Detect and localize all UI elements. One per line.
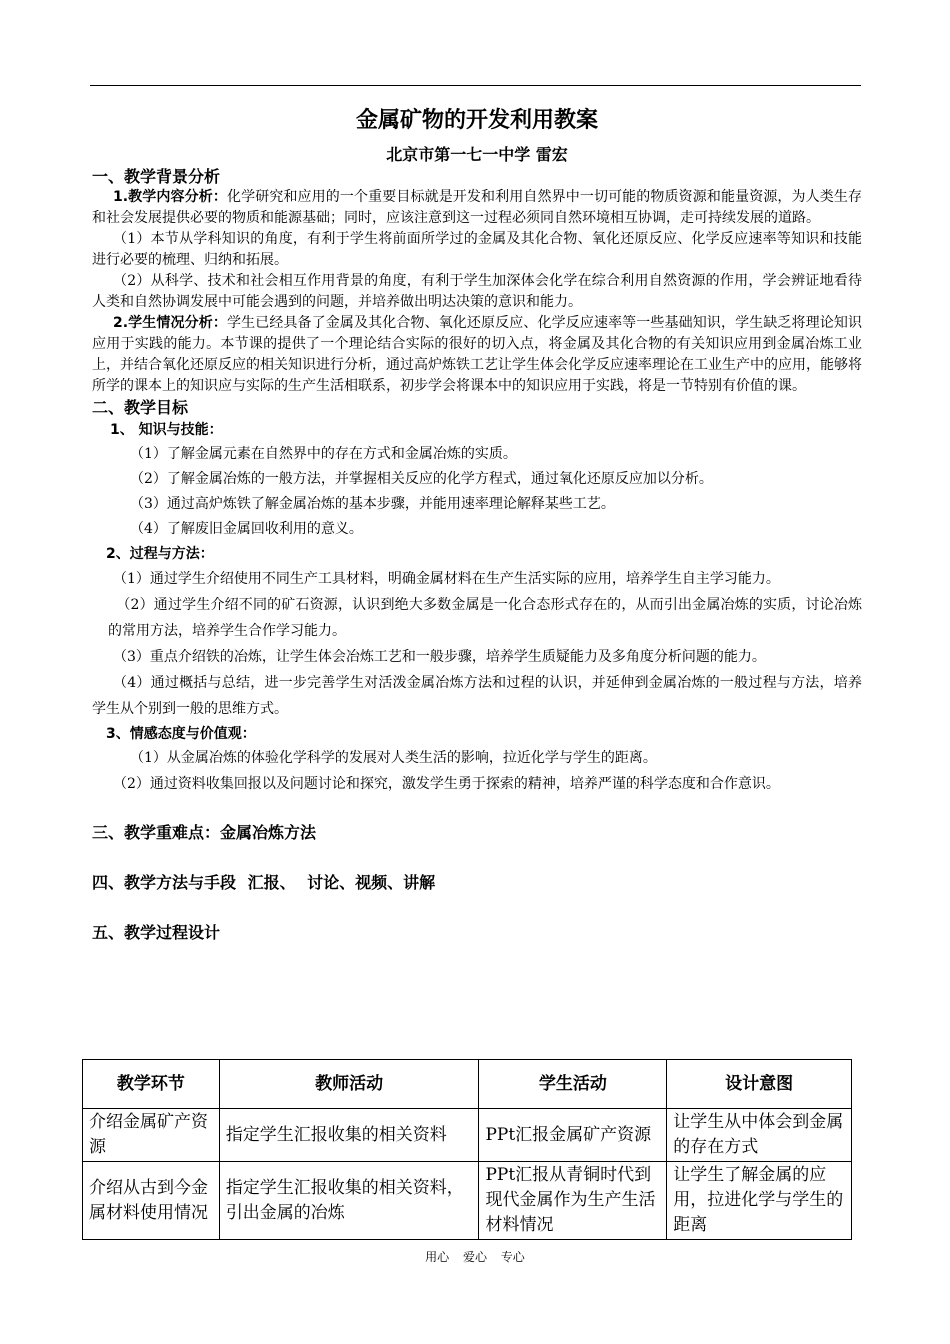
table-header-row [83,1060,852,1109]
knowledge-item-2: （2）了解金属冶炼的一般方法，并掌握相关反应的化学方程式，通过氧化还原反应加以分析。 [130,471,713,487]
process-item-2: （2）通过学生介绍不同的矿石资源，认识到绝大多数金属是一化合态形式存在的，从而引出金属冶炼的实质，讨论冶炼的常用方法，培养学生合作学习能力。 [108,597,862,639]
section3-heading: 三、教学重难点：金属冶炼方法 [92,823,317,842]
table-cell: 让学生了解金属的应用，拉进化学与学生的距离 [667,1162,852,1240]
section1-heading: 一、教学背景分析 [92,167,221,186]
author-line: 北京市第一七一中学 雷宏 [386,145,568,164]
section4-heading: 四、教学方法与手段 汇报、 讨论、视频、讲解 [92,873,436,892]
attitude-item-1: （1）从金属冶炼的体验化学科学的发展对人类生活的影响，拉近化学与学生的距离。 [130,750,657,766]
process-item-1: （1）通过学生介绍使用不同生产工具材料，明确金属材料在生产生活实际的应用，培养学生自主学习能力。 [113,571,780,587]
table-row [83,1109,852,1162]
header-rule [90,85,861,86]
student-analysis-label: 2.学生情况分析： [113,315,227,331]
goal-attitude-heading: 3、情感态度与价值观： [106,726,256,742]
student-analysis [92,313,862,397]
process-design-table [82,1059,852,1240]
table-header-intent: 设计意图 [667,1060,852,1109]
content-analysis [92,187,862,229]
content-point-2: （2）从科学、技术和社会相互作用背景的角度，有利于学生加深体会化学在综合利用自然资源的作用，学会辨证地看待人类和自然协调发展中可能会遇到的问题，并培养做出明达决策的意识和能力。 [92,273,862,310]
goal-knowledge-heading: 1、 知识与技能： [110,422,223,438]
knowledge-item-4: （4）了解废旧金属回收利用的意义。 [130,521,363,537]
table-cell: 指定学生汇报收集的相关资料，引出金属的冶炼 [219,1162,479,1240]
attitude-item-2: （2）通过资料收集回报以及问题讨论和探究，激发学生勇于探索的精神，培养严谨的科学态度和合作意识。 [113,776,780,792]
table-cell: 指定学生汇报收集的相关资料 [219,1109,479,1162]
table-cell: PPt汇报金属矿产资源 [479,1109,667,1162]
document-body [92,105,862,945]
page-footer: 用心 爱心 专心 [425,1250,525,1264]
table-header-teacher: 教师活动 [219,1060,479,1109]
section2-heading: 二、教学目标 [92,398,189,417]
process-item-3: （3）重点介绍铁的冶炼，让学生体会冶炼工艺和一般步骤，培养学生质疑能力及多角度分析问题的能力。 [113,649,766,665]
table-cell: 介绍金属矿产资源 [83,1109,220,1162]
content-analysis-text: 化学研究和应用的一个重要目标就是开发和利用自然界中一切可能的物质资源和能量资源，为人类生存和社会发展提供必要的物质和能源基础；同时，应该注意到这一过程必须同自然环境相互协调，走可持续发展的道路。 [92,189,863,226]
table-header-student: 学生活动 [479,1060,667,1109]
table-cell: PPt汇报从青铜时代到现代金属作为生产生活材料情况 [479,1162,667,1240]
document-title: 金属矿物的开发利用教案 [355,108,598,133]
section5-heading: 五、教学过程设计 [92,923,221,942]
knowledge-item-1: （1）了解金属元素在自然界中的存在方式和金属冶炼的实质。 [130,446,517,462]
content-point-1: （1）本节从学科知识的角度，有利于学生将前面所学过的金属及其化合物、氧化还原反应、化学反应速率等知识和技能进行必要的梳理、归纳和拓展。 [92,231,862,268]
process-item-4: （4）通过概括与总结，进一步完善学生对活泼金属冶炼方法和过程的认识，并延伸到金属冶炼的一般过程与方法，培养学生从个别到一般的思维方式。 [92,675,862,717]
knowledge-item-3: （3）通过高炉炼铁了解金属冶炼的基本步骤，并能用速率理论解释某些工艺。 [130,496,615,512]
table-header-stage: 教学环节 [83,1060,220,1109]
content-analysis-label: 1.教学内容分析： [113,189,227,205]
student-analysis-text: 学生已经具备了金属及其化合物、氧化还原反应、化学反应速率等一些基础知识，学生缺乏将理论知识应用于实践的能力。本节课的提供了一个理论结合实际的很好的切入点，将金属及其化合物的有关知识应用到金属冶炼工业上，并结合氧化还原反应的相关知识进行分析，通过高炉炼铁工艺让学生体会化学反应速率理论在工业生产中的应用，能够将所学的课本上的知识应与实际的生产生活相联系，初步学会将课本中的知识应用于实践，将是一节特别有价值的课。 [92,315,863,394]
table-row [83,1162,852,1240]
table-cell: 让学生从中体会到金属的存在方式 [667,1109,852,1162]
table-cell: 介绍从古到今金属材料使用情况 [83,1162,220,1240]
goal-process-heading: 2、过程与方法： [106,546,214,562]
